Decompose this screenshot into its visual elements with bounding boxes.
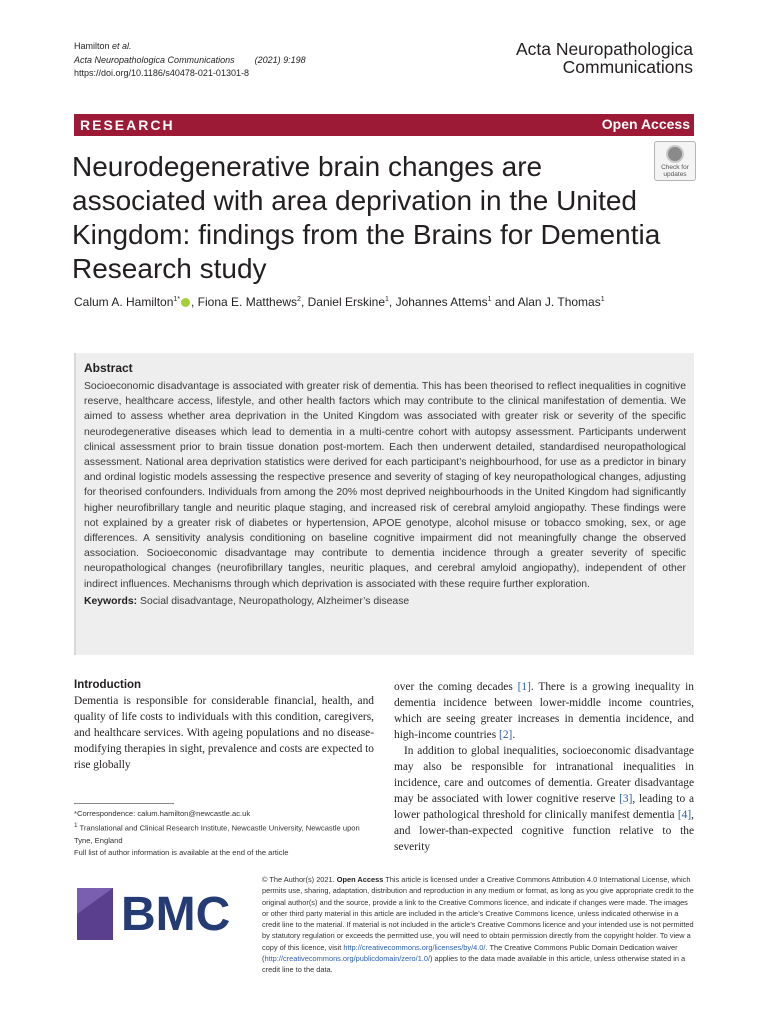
doi-link[interactable]: https://doi.org/10.1186/s40478-021-01301-8 — [74, 68, 249, 78]
journal-title-line1: Acta Neuropathologica — [515, 39, 693, 59]
intro-paragraph: Dementia is responsible for considerable financial, health, and quality of life costs to individuals with this condition, caregivers, and healthcare services. With ageing populations and no disease-modifying therapies in sight, prevalence and costs are expected to rise globally — [74, 695, 374, 771]
bmc-logo-icon — [75, 874, 255, 942]
et-al: et al. — [112, 41, 132, 51]
open-access-label: Open Access — [601, 116, 690, 132]
public-domain-link[interactable]: http://creativecommons.org/publicdomain/zero/1.0/ — [264, 954, 431, 964]
year-volume: (2021) 9:198 — [254, 54, 306, 65]
affiliation-sup: 1 — [385, 296, 389, 303]
check-for-updates-button[interactable] — [654, 141, 696, 181]
keywords-label: Keywords: — [84, 595, 138, 607]
affiliation-sup: 1* — [173, 296, 180, 303]
keywords — [84, 596, 686, 607]
citation-link[interactable]: [3] — [619, 793, 633, 805]
section-banner — [74, 114, 694, 136]
check-updates-icon — [666, 145, 684, 163]
correspondence[interactable]: *Correspondence: calum.hamilton@newcastle.ac.uk — [74, 809, 251, 818]
right-column — [394, 679, 694, 855]
abstract-text: Socioeconomic disadvantage is associated with greater risk of dementia. This has been theorised to reflect inequalities in cognitive reserve, healthcare access, lifestyle, and other health factors which may contribute to the clinical manifestation of dementia. We aimed to assess whether area deprivation in the United Kingdom was associated with greater risk or severity of the specific neurodegenerative diseases which lead to dementia in a multi-centre cohort with autopsy assessment. Participants underwent clinical assessment prior to brain tissue donation post-mortem. Each then underwent detailed, standardised neuropathological assessment. National area deprivation statistics were derived for each participant’s neighbourhood, for use as a predictor in binary and ordinal logistic models assessing the respective presence and severity of staging of key neuropathological changes, adjusting for theorised confounders. Individuals from among the 20% most deprived neighbourhoods in the United Kingdom had significantly higher neurofibrillary tangle and neuritic plaque staging, and increased risk of cerebral amyloid angiopathy. These findings were not explained by a greater risk of diabetes or hypertension, APOE genotype, alcohol misuse or tobacco smoking, sex, or age differences. A sensitivity analysis conditioning on baseline cognitive impairment did not meaningfully change the observed association. Socioeconomic disadvantage may contribute to dementia incidence through a greater severity of specific neuropathological changes (neurofibrillary tangles, neuritic plaques, and cerebral amyloid angiopathy), independent of other indirect influences. Mechanisms through which deprivation is associated with these require further exploration. — [84, 381, 686, 590]
citation-link[interactable]: [4] — [677, 809, 692, 821]
license-text: © The Author(s) 2021. Open Access This article is licensed under a Creative Commons Attribution 4.0 International License, which permits use, sharing, adaptation, distribution and reproduction in any medium or format, as long as you give appropriate credit to the original author(s) and the source, provide a link to the Creative Commons licence, and indicate if changes were made. The images or other third party material in this article are included in the article’s Creative Commons licence, unless indicated otherwise in a credit line to the material. If material is not included in the article’s Creative Commons licence and your intended use is not permitted by statutory regulation or exceeds the permitted use, you will need to obtain permission directly from the copyright holder. To view a copy of this licence, visit http://creativecommons.org/licenses/by/4.0/. The Creative Commons Public Domain Dedication waiver (http://creativecommons.org/publicdomain/zero/1.0/) applies to the data made available in this article, unless otherwise stated in a credit line to the data. — [262, 875, 694, 975]
left-column — [74, 679, 374, 773]
article-title: Neurodegenerative brain changes are associated with area deprivation in the United Kingdom: findings from the Brains for Dementia Research study — [72, 151, 661, 284]
abstract-heading: Abstract — [84, 361, 133, 375]
author-info-note: Full list of author information is available at the end of the article — [74, 847, 289, 857]
author-short: Hamilton — [74, 41, 113, 51]
body-paragraph: over the coming decades [1]. There is a growing inequality in dementia incidence between lower-middle income countries, which are seeing greater increases in dementia incidence, and high-income countries [2]. — [394, 681, 694, 741]
check-updates-line2: updates — [663, 171, 687, 178]
author-name[interactable]: , Johannes Attems — [388, 295, 488, 309]
author-name[interactable]: , Fiona E. Matthews — [191, 295, 298, 309]
license-link[interactable]: http://creativecommons.org/licenses/by/4.0/ — [343, 942, 486, 952]
bmc-logo — [75, 874, 255, 947]
introduction-heading: Introduction — [74, 679, 142, 691]
section-label: RESEARCH — [80, 117, 175, 133]
journal-name-italic: Acta Neuropathologica Communications — [74, 54, 235, 65]
journal-title-line2: Communications — [562, 57, 693, 77]
author-name[interactable]: and Alan J. Thomas — [491, 295, 601, 309]
body-paragraph: In addition to global inequalities, socioeconomic disadvantage may also be responsible for intranational inequalities in incidence, care and outcomes of dementia. Greater disadvantage may be associated with lower cognitive reserve [3], leading to a lower pathological threshold for clinically manifest dementia [4], and lower-than-expected cognitive function relative to the severity — [394, 745, 694, 853]
affiliation: $^1$ Translational and Clinical Research Institute, Newcastle University, Newcastle upon Tyne, England — [74, 822, 360, 845]
bmc-logo-text: BMC — [121, 888, 231, 941]
license-open-access: Open Access — [336, 875, 384, 884]
abstract-box — [74, 353, 694, 655]
journal-logo-text — [516, 40, 693, 76]
footnotes — [74, 808, 374, 859]
footnote-divider — [74, 803, 174, 804]
citation-link[interactable]: [1] — [517, 681, 531, 693]
author-list — [74, 295, 694, 309]
keywords-list: Social disadvantage, Neuropathology, Alzheimer’s disease — [140, 595, 410, 607]
check-updates-line1: Check for — [661, 164, 689, 171]
citation-link[interactable]: [2] — [499, 729, 513, 741]
article-meta — [74, 40, 306, 81]
author-name[interactable]: , Daniel Erskine — [300, 295, 385, 309]
affiliation-sup: 2 — [297, 296, 301, 303]
orcid-icon[interactable] — [181, 298, 190, 307]
author-name[interactable]: Calum A. Hamilton — [74, 295, 174, 309]
affiliation-sup: 1 — [487, 296, 492, 303]
affiliation-sup: 1 — [600, 296, 605, 303]
